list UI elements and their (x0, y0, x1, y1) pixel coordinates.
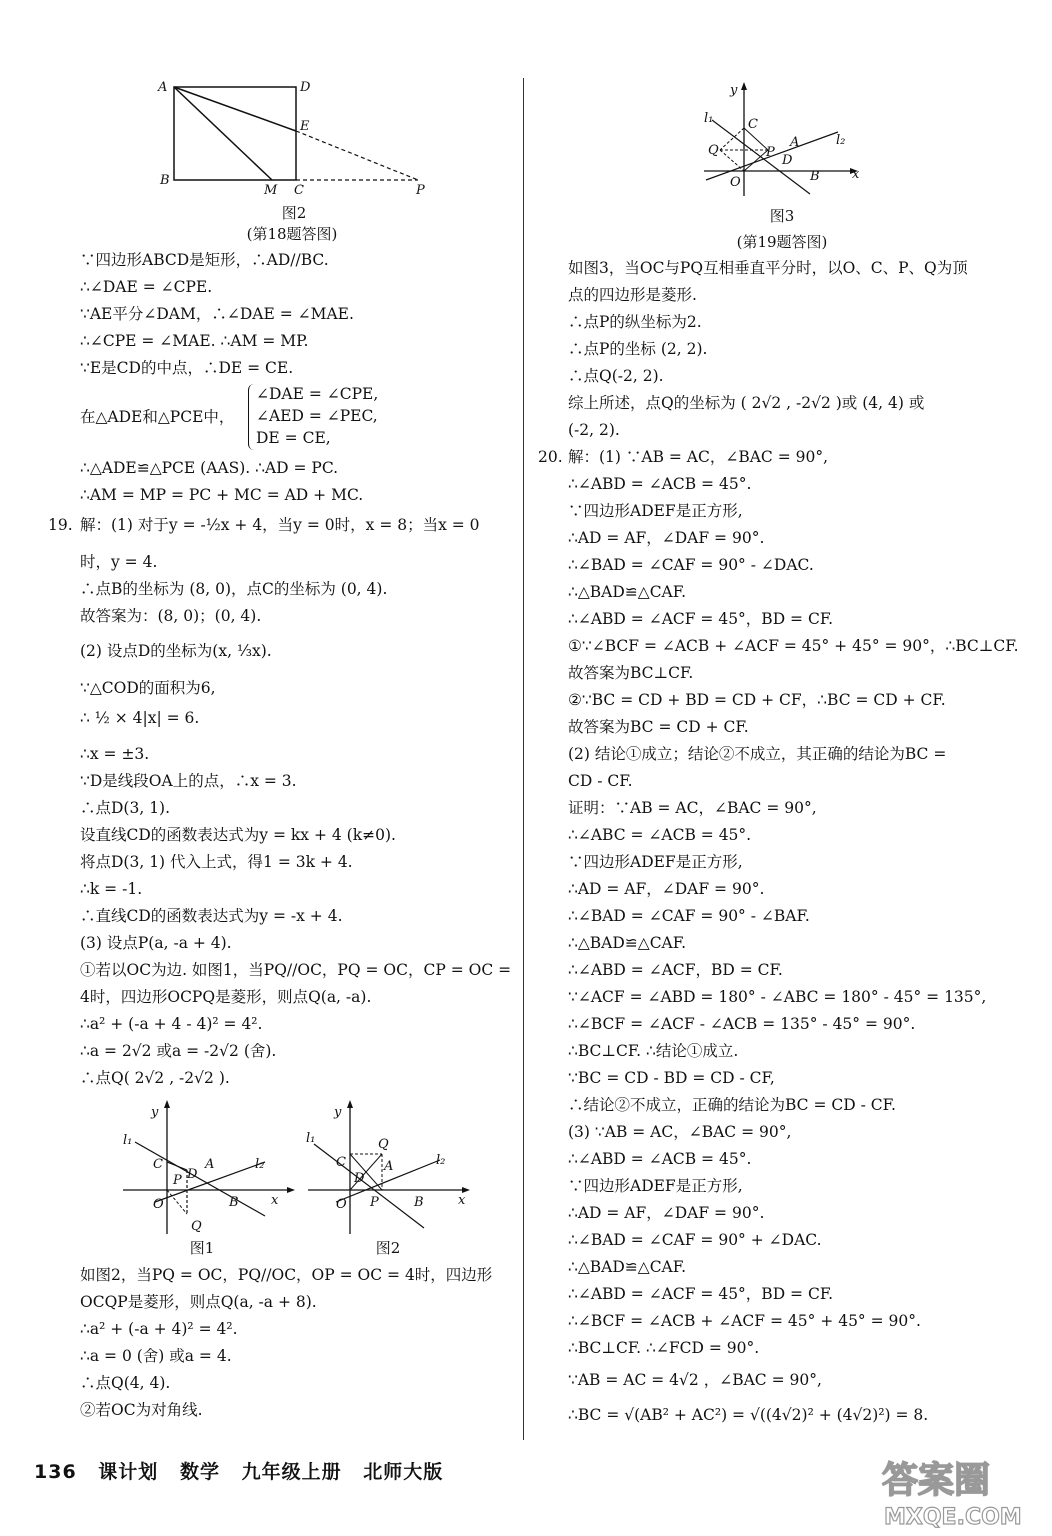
right-line-b25: (3) ∵AB = AC，∠BAC = 90°, (568, 1123, 792, 1141)
left-line-a2: ∵AE平分∠DAM，∴∠DAE = ∠MAE. (80, 305, 354, 323)
right-line-b3: ∴AD = AF，∠DAF = 90°. (568, 529, 765, 547)
label-A: A (158, 80, 168, 95)
label-A: A (790, 135, 800, 150)
right-line-a3: ∴点P的坐标 (2, 2). (568, 340, 708, 358)
right-line-b12: CD - CF. (568, 772, 633, 790)
grade: 九年级上册 (241, 1461, 342, 1483)
svg-text:答案圈: 答案圈 (882, 1460, 991, 1501)
left-line-c12: ∴k = -1. (80, 880, 143, 898)
left-line-d2: ∴a² + (-a + 4)² = 4². (80, 1320, 238, 1338)
label-Q: Q (191, 1219, 202, 1234)
label-l1: l₁ (704, 111, 714, 126)
right-line-b14: ∴∠ABC = ∠ACB = 45°. (568, 826, 752, 844)
left-line-c0: 解：(1) 对于y = -½x + 4，当y = 0时，x = 8；当x = 0 (80, 516, 480, 534)
brace-item-2: DE = CE, (256, 429, 331, 447)
right-line-b1: ∴∠ABD = ∠ACB = 45°. (568, 475, 752, 493)
label-O: O (153, 1197, 164, 1212)
book-title: 课计划 (98, 1461, 159, 1483)
left-line-c13: ∴直线CD的函数表达式为y = -x + 4. (80, 907, 343, 925)
left-line-d3: ∴a = 0 (舍) 或a = 4. (80, 1347, 232, 1365)
column-divider (523, 78, 524, 1440)
label-B: B (160, 173, 170, 188)
right-line-b15: ∵四边形ADEF是正方形, (568, 853, 743, 871)
label-D: D (782, 153, 793, 168)
right-line-b23: ∵BC = CD - BD = CD - CF, (568, 1069, 775, 1087)
left-line-a4: ∵E是CD的中点，∴DE = CE. (80, 359, 294, 377)
left-line-c18: ∴a = 2√2 或a = -2√2 (舍). (80, 1042, 277, 1060)
label-y: y (151, 1105, 159, 1120)
label-B: B (414, 1195, 424, 1210)
left-line-c15: ①若以OC为边. 如图1，当PQ//OC，PQ = OC，CP = OC = (80, 961, 512, 979)
label-D: D (300, 80, 311, 95)
brace-item-0: ∠DAE = ∠CPE, (256, 385, 379, 403)
label-C: C (294, 183, 304, 198)
fig19-3-subcaption: (第19题答图) (736, 233, 828, 251)
brace-item-1: ∠AED = ∠PEC, (256, 407, 378, 425)
left-line-d5: ②若OC为对角线. (80, 1401, 203, 1419)
left-line-c7: ∴x = ±3. (80, 745, 150, 763)
label-P: P (370, 1195, 379, 1210)
left-line-c11: 将点D(3, 1) 代入上式，得1 = 3k + 4. (80, 853, 353, 871)
right-line-b0: 解：(1) ∵AB = AC，∠BAC = 90°, (568, 448, 829, 466)
left-line-a3: ∴∠CPE = ∠MAE. ∴AM = MP. (80, 332, 309, 350)
right-line-b6: ∴∠ABD = ∠ACF = 45°，BD = CF. (568, 610, 834, 628)
label-P: P (173, 1173, 182, 1188)
right-line-b2: ∵四边形ADEF是正方形, (568, 502, 743, 520)
fig19-1-caption: 图1 (189, 1239, 215, 1257)
right-line-b8: 故答案为BC⊥CF. (568, 664, 694, 682)
label-D: D (354, 1171, 365, 1186)
page-footer (34, 1457, 457, 1484)
right-line-b29: ∴∠BAD = ∠CAF = 90° + ∠DAC. (568, 1231, 822, 1249)
label-l1: l₁ (123, 1133, 133, 1148)
right-line-b33: ∴BC⊥CF. ∴∠FCD = 90°. (568, 1339, 760, 1357)
label-P: P (416, 183, 425, 198)
figure-19-2 (300, 1098, 480, 1238)
label-C: C (336, 1155, 346, 1170)
right-line-a0: 如图3，当OC与PQ互相垂直平分时，以O、C、P、Q为顶 (568, 259, 968, 277)
right-line-b20: ∵∠ACF = ∠ABD = 180° - ∠ABC = 180° - 45° = 135°, (568, 988, 987, 1006)
fig19-3-caption: 图3 (769, 207, 795, 225)
left-line-c1: 时，y = 4. (80, 553, 158, 571)
right-line-a5: 综上所述，点Q的坐标为 ( 2√2 , -2√2 )或 (4, 4) 或 (568, 394, 925, 412)
right-line-b22: ∴BC⊥CF. ∴结论①成立. (568, 1042, 739, 1060)
label-D: D (187, 1167, 198, 1182)
left-line-d1: OCQP是菱形，则点Q(a, -a + 8). (80, 1293, 317, 1311)
label-Q: Q (708, 143, 719, 158)
left-line-c3: 故答案为：(8, 0)；(0, 4). (80, 607, 262, 625)
right-line-b26: ∴∠ABD = ∠ACB = 45°. (568, 1150, 752, 1168)
svg-text:MXQE.COM: MXQE.COM (884, 1505, 1022, 1530)
right-line-a6: (-2, 2). (568, 421, 620, 439)
left-line-d0: 如图2，当PQ = OC，PQ//OC，OP = OC = 4时，四边形 (80, 1266, 493, 1284)
right-line-b18: ∴△BAD≌△CAF. (568, 934, 687, 952)
label-x: x (271, 1193, 279, 1208)
brace-lead: 在△ADE和△PCE中， (80, 408, 235, 426)
left-line-c10: 设直线CD的函数表达式为y = kx + 4 (k≠0). (80, 826, 396, 844)
right-line-b24: ∴结论②不成立，正确的结论为BC = CD - CF. (568, 1096, 896, 1114)
left-line-a1: ∴∠DAE = ∠CPE. (80, 278, 213, 296)
right-line-b21: ∴∠BCF = ∠ACF - ∠ACB = 135° - 45° = 90°. (568, 1015, 916, 1033)
figure-19-3 (698, 76, 868, 206)
label-M: M (264, 183, 278, 198)
label-E: E (300, 119, 310, 134)
label-l2: l₂ (255, 1157, 265, 1172)
left-line-c17: ∴a² + (-a + 4 - 4)² = 4². (80, 1015, 263, 1033)
left-line-c6: ∴ ½ × 4|x| = 6. (80, 709, 200, 727)
right-line-b35: ∴BC = √(AB² + AC²) = √((4√2)² + (4√2)²) = 8. (568, 1406, 929, 1424)
fig18-subcaption: (第18题答图) (246, 225, 338, 243)
right-line-b5: ∴△BAD≌△CAF. (568, 583, 687, 601)
right-line-b19: ∴∠ABD = ∠ACF，BD = CF. (568, 961, 783, 979)
left-line-a0: ∵四边形ABCD是矩形，∴AD//BC. (80, 251, 329, 269)
left-line-c4: (2) 设点D的坐标为(x, ⅓x). (80, 642, 272, 660)
page-number: 136 (34, 1461, 77, 1483)
left-line-d4: ∴点Q(4, 4). (80, 1374, 171, 1392)
right-line-a2: ∴点P的纵坐标为2. (568, 313, 702, 331)
label-y: y (334, 1105, 342, 1120)
left-line-c2: ∴点B的坐标为 (8, 0)，点C的坐标为 (0, 4). (80, 580, 388, 598)
fig19-2-caption: 图2 (375, 1239, 401, 1257)
left-line-c9: ∴点D(3, 1). (80, 799, 171, 817)
label-A: A (205, 1157, 215, 1172)
right-line-b16: ∴AD = AF，∠DAF = 90°. (568, 880, 765, 898)
right-line-a4: ∴点Q(-2, 2). (568, 367, 664, 385)
label-Q: Q (378, 1137, 389, 1152)
label-x: x (458, 1193, 466, 1208)
right-line-b28: ∴AD = AF，∠DAF = 90°. (568, 1204, 765, 1222)
question-19-number: 19. (48, 516, 73, 534)
label-P: P (766, 145, 775, 160)
subject: 数学 (179, 1461, 220, 1483)
right-line-b32: ∴∠BCF = ∠ACB + ∠ACF = 45° + 45° = 90°. (568, 1312, 921, 1330)
label-C: C (153, 1157, 163, 1172)
label-A: A (384, 1159, 394, 1174)
label-O: O (336, 1197, 347, 1212)
right-line-b7: ①∵∠BCF = ∠ACB + ∠ACF = 45° + 45° = 90°，∴BC⊥CF. (568, 637, 1019, 655)
label-O: O (730, 175, 741, 190)
label-B: B (810, 169, 820, 184)
right-line-b17: ∴∠BAD = ∠CAF = 90° - ∠BAF. (568, 907, 810, 925)
label-l2: l₂ (436, 1153, 446, 1168)
label-x: x (852, 167, 860, 182)
left-line-c14: (3) 设点P(a, -a + 4). (80, 934, 232, 952)
right-line-b27: ∵四边形ADEF是正方形, (568, 1177, 743, 1195)
figure-19-1 (115, 1098, 295, 1238)
right-line-b10: 故答案为BC = CD + CF. (568, 718, 749, 736)
edition: 北师大版 (363, 1461, 444, 1483)
right-line-b11: (2) 结论①成立；结论②不成立，其正确的结论为BC = (568, 745, 947, 763)
left-line-b0: ∴△ADE≌△PCE (AAS). ∴AD = PC. (80, 459, 339, 477)
right-line-b30: ∴△BAD≌△CAF. (568, 1258, 687, 1276)
label-l1: l₁ (306, 1131, 316, 1146)
watermark-logo (878, 1452, 1038, 1532)
right-line-b13: 证明：∵AB = AC，∠BAC = 90°, (568, 799, 817, 817)
left-line-c19: ∴点Q( 2√2 , -2√2 ). (80, 1069, 230, 1087)
left-line-c8: ∵D是线段OA上的点，∴x = 3. (80, 772, 297, 790)
label-B: B (229, 1195, 239, 1210)
right-line-b4: ∴∠BAD = ∠CAF = 90° - ∠DAC. (568, 556, 814, 574)
question-20-number: 20. (538, 448, 563, 466)
left-line-c16: 4时，四边形OCPQ是菱形，则点Q(a, -a). (80, 988, 372, 1006)
figure-18-rectangle (150, 74, 440, 204)
label-C: C (748, 117, 758, 132)
left-line-c5: ∵△COD的面积为6, (80, 679, 216, 697)
right-line-a1: 点的四边形是菱形. (568, 286, 697, 304)
right-line-b9: ②∵BC = CD + BD = CD + CF，∴BC = CD + CF. (568, 691, 946, 709)
fig18-caption: 图2 (281, 204, 307, 222)
label-y: y (730, 83, 738, 98)
left-line-b1: ∴AM = MP = PC + MC = AD + MC. (80, 486, 364, 504)
label-l2: l₂ (836, 133, 846, 148)
right-line-b31: ∴∠ABD = ∠ACF = 45°，BD = CF. (568, 1285, 834, 1303)
right-line-b34: ∵AB = AC = 4√2 ，∠BAC = 90°, (568, 1371, 822, 1389)
